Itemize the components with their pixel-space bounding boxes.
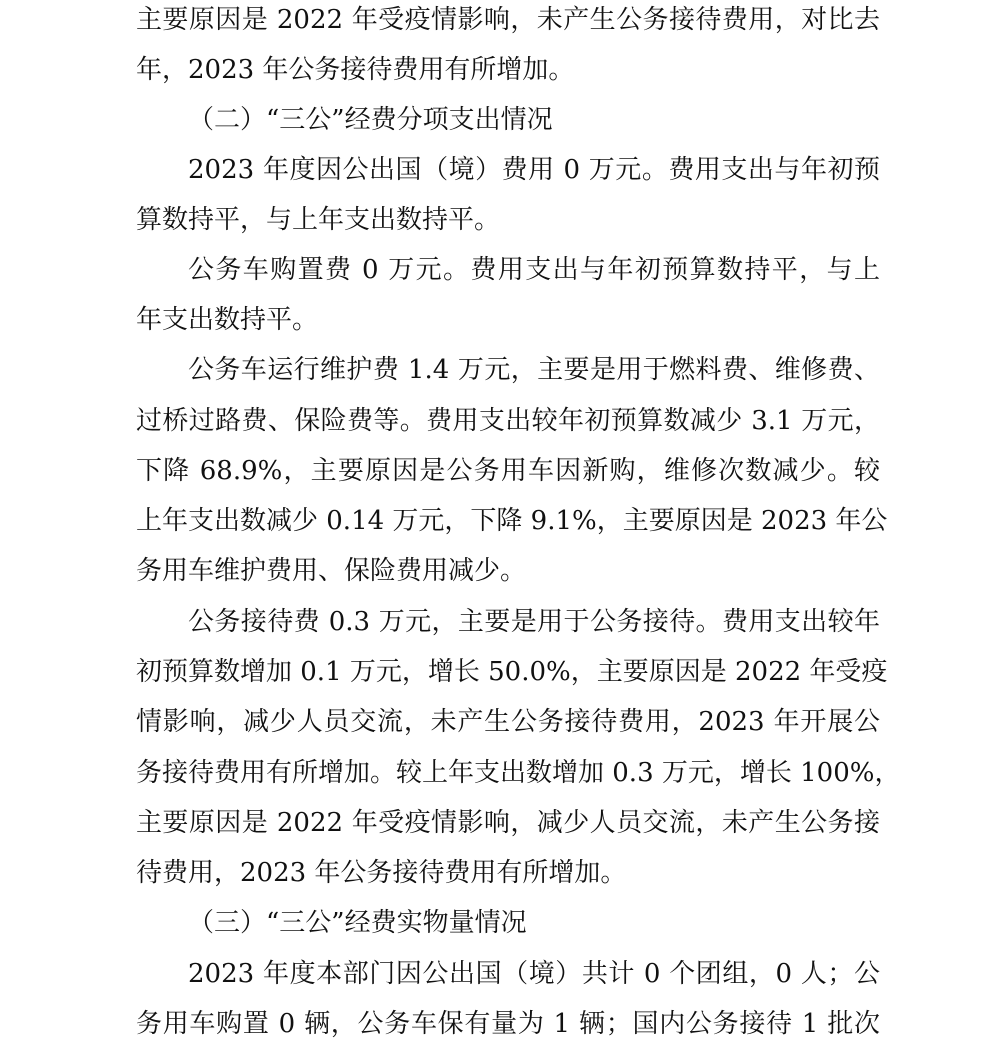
text-line: 务用车维护费用、保险费用减少。 <box>136 556 527 586</box>
text-line: 务接待费用有所增加。较上年支出数增加 0.3 万元，增长 100%， <box>136 758 901 788</box>
text-line: 年支出数持平。 <box>136 305 319 335</box>
text-line: 算数持平，与上年支出数持平。 <box>136 205 501 235</box>
text-line: 务用车购置 0 辆，公务车保有量为 1 辆；国内公务接待 1 批次 <box>136 1009 880 1039</box>
text-line: 情影响，减少人员交流，未产生公务接待费用，2023 年开展公 <box>136 707 880 737</box>
text-line: 2023 年度因公出国（境）费用 0 万元。费用支出与年初预 <box>188 155 880 185</box>
text-line: 2023 年度本部门因公出国（境）共计 0 个团组，0 人；公 <box>188 959 880 989</box>
text-line: 主要原因是 2022 年受疫情影响，减少人员交流，未产生公务接 <box>136 808 880 838</box>
text-line: 待费用，2023 年公务接待费用有所增加。 <box>136 858 627 888</box>
text-line: 年，2023 年公务接待费用有所增加。 <box>136 55 575 85</box>
text-line: 公务车运行维护费 1.4 万元，主要是用于燃料费、维修费、 <box>188 355 880 385</box>
text-line: 过桥过路费、保险费等。费用支出较年初预算数减少 3.1 万元， <box>136 406 880 436</box>
text-line: 公务车购置费 0 万元。费用支出与年初预算数持平，与上 <box>188 255 880 285</box>
text-line: 下降 68.9%，主要原因是公务用车因新购，维修次数减少。较 <box>136 456 880 486</box>
text-line: 上年支出数减少 0.14 万元，下降 9.1%，主要原因是 2023 年公 <box>136 506 888 536</box>
text-line: 初预算数增加 0.1 万元，增长 50.0%，主要原因是 2022 年受疫 <box>136 657 888 687</box>
section-heading: （二）“三公”经费分项支出情况 <box>188 105 553 135</box>
text-line: 主要原因是 2022 年受疫情影响，未产生公务接待费用，对比去 <box>136 5 880 35</box>
section-heading: （三）“三公”经费实物量情况 <box>188 908 527 938</box>
text-line: 公务接待费 0.3 万元，主要是用于公务接待。费用支出较年 <box>188 607 880 637</box>
